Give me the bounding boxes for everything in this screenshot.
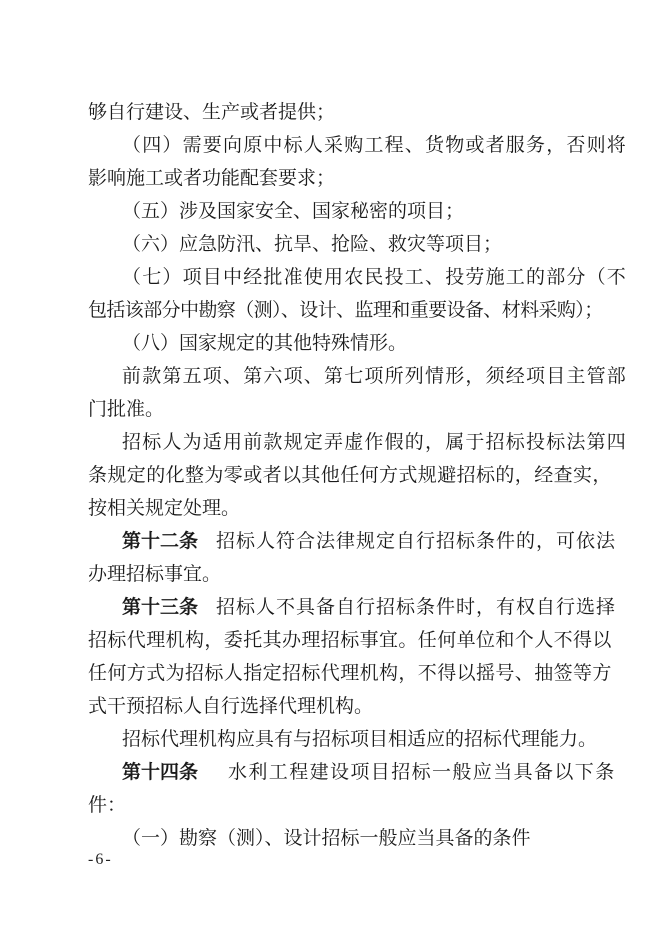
line-text: （七）项目中经批准使用农民投工、投劳施工的部分（不 [122, 266, 628, 288]
line-text: 招标代理机构应具有与招标项目相适应的招标代理能力。 [122, 728, 598, 750]
line-text: 式干预招标人自行选择代理机构。 [88, 695, 374, 717]
text-line [0, 293, 662, 327]
text-line [0, 260, 662, 294]
line-text: 件： [88, 794, 127, 816]
article-number: 第十三条 [122, 596, 199, 618]
text-line [0, 458, 662, 492]
text-line [0, 95, 662, 129]
text-line [0, 359, 662, 393]
line-text: 够自行建设、生产或者提供； [88, 101, 336, 123]
line-text: 招标人为适用前款规定弄虚作假的，属于招标投标法第四 [122, 431, 628, 453]
text-line [0, 425, 662, 459]
text-line [0, 590, 662, 624]
text-line [0, 722, 662, 756]
line-text: 任何方式为招标人指定招标代理机构，不得以摇号、抽签等方 [88, 662, 612, 684]
text-line [0, 788, 662, 822]
line-text: 水利工程建设项目招标一般应当具备以下条 [228, 761, 616, 783]
line-text: 办理招标事宜。 [88, 563, 222, 585]
article-number: 第十四条 [122, 761, 199, 783]
text-line [0, 194, 662, 228]
line-text: 影响施工或者功能配套要求； [88, 167, 336, 189]
text-line [0, 623, 662, 657]
text-line [0, 161, 662, 195]
text-line [0, 392, 662, 426]
article-number: 第十二条 [122, 530, 199, 552]
line-text: （八）国家规定的其他特殊情形。 [122, 332, 408, 354]
text-line [0, 656, 662, 690]
line-text: 招标人符合法律规定自行招标条件的，可依法 [216, 530, 617, 552]
line-text: 按相关规定处理。 [88, 497, 241, 519]
text-line [0, 227, 662, 261]
text-line [0, 491, 662, 525]
line-text: （四）需要向原中标人采购工程、货物或者服务，否则将 [122, 134, 628, 156]
line-text: （一）勘察（测）、设计招标一般应当具备的条件 [122, 827, 531, 849]
line-text: （五）涉及国家安全、国家秘密的项目； [122, 200, 465, 222]
line-text: （六）应急防汛、抗旱、抢险、救灾等项目； [122, 233, 503, 255]
text-line [0, 128, 662, 162]
line-text: 前款第五项、第六项、第七项所列情形，须经项目主管部 [122, 365, 628, 387]
text-line [0, 557, 662, 591]
line-text: 门批准。 [88, 398, 165, 420]
page-number: -6- [88, 851, 113, 868]
line-text: 条规定的化整为零或者以其他任何方式规避招标的，经查实， [88, 464, 612, 486]
text-line [0, 689, 662, 723]
text-line [0, 326, 662, 360]
line-text: 招标人不具备自行招标条件时，有权自行选择 [216, 596, 617, 618]
text-line [0, 524, 662, 558]
line-text: 招标代理机构，委托其办理招标事宜。任何单位和个人不得以 [88, 629, 612, 651]
line-text: 包括该部分中勘察（测）、设计、监理和重要设备、材料采购）； [88, 299, 603, 321]
text-line [0, 755, 662, 789]
